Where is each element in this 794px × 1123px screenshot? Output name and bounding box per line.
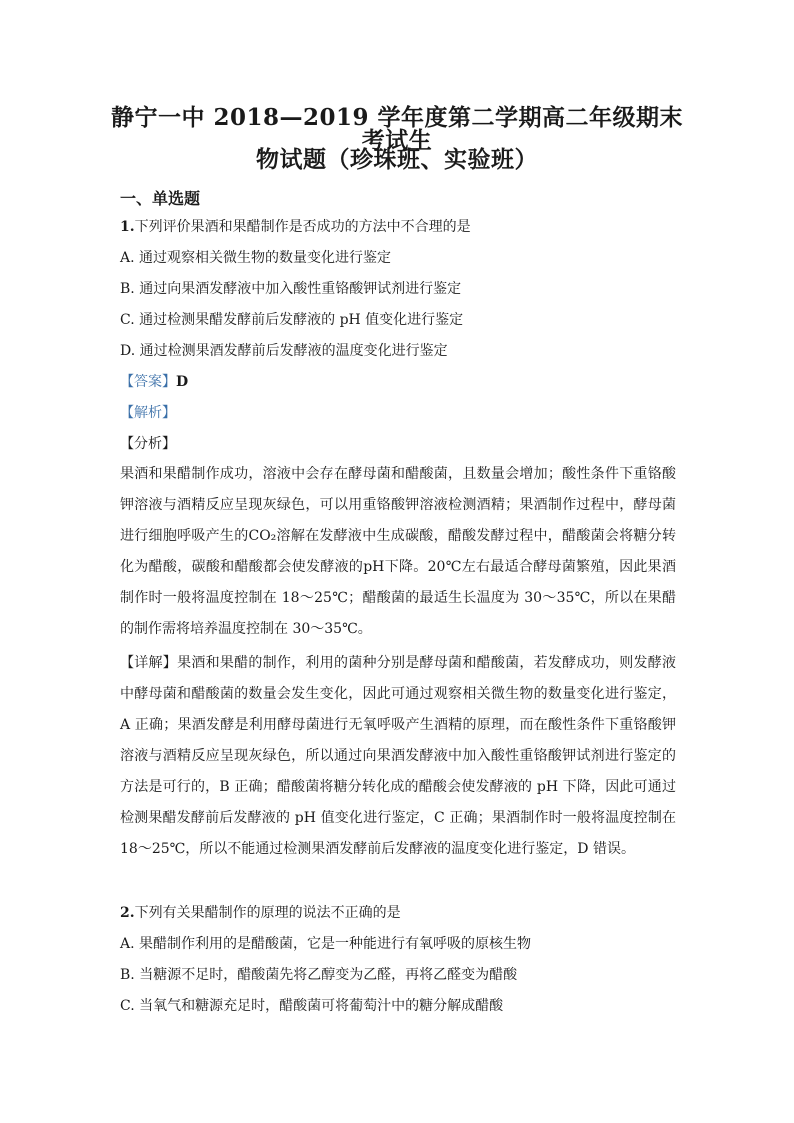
question-stem: 下列评价果酒和果醋制作是否成功的方法中不合理的是 xyxy=(134,219,471,235)
answer-line xyxy=(120,375,188,389)
option-d: D. 通过检测果酒发酵前后发酵液的温度变化进行鉴定 xyxy=(120,343,448,359)
option-b: B. 通过向果酒发酵液中加入酸性重铬酸钾试剂进行鉴定 xyxy=(120,281,462,297)
q2-option-a: A. 果醋制作利用的是醋酸菌，它是一种能进行有氧呼吸的原核生物 xyxy=(120,936,532,952)
fenxi-paragraph: 果酒和果醋制作成功，溶液中会存在酵母菌和醋酸菌，且数量会增加；酸性条件下重铬酸钾溶液与酒精反应呈现灰绿色，可以用重铬酸钾溶液检测酒精；果酒制作过程中，酵母菌进行细胞呼吸产生的CO₂溶解在发酵液中生成碳酸，醋酸发酵过程中，醋酸菌会将糖分转化为醋酸，碳酸和醋酸都会使发酵液的pH下降。20℃左右最适合酵母菌繁殖，因此果酒制作时一般将温度控制在 18～25℃；醋酸菌的最适生长温度为 30～35℃，所以在果醋的制作需将培养温度控制在 30～35℃。 xyxy=(120,466,676,637)
answer-value: D xyxy=(176,374,189,390)
section-heading: 一、单选题 xyxy=(120,189,201,208)
question-stem: 下列有关果醋制作的原理的说法不正确的是 xyxy=(134,905,401,921)
xiangjie-tag: 【详解】 xyxy=(120,655,178,671)
question-2 xyxy=(120,906,401,920)
document-title-line-2: 物试题（珍珠班、实验班） xyxy=(256,146,538,173)
question-number: 2. xyxy=(120,905,135,921)
fenxi-tag: 【分析】 xyxy=(120,436,176,452)
analysis-tag: 【解析】 xyxy=(120,405,176,421)
answer-tag: 【答案】 xyxy=(120,374,176,390)
xiangjie-paragraph xyxy=(120,648,676,865)
option-c: C. 通过检测果醋发酵前后发酵液的 pH 值变化进行鉴定 xyxy=(120,312,464,328)
xiangjie-text: 果酒和果醋的制作，利用的菌种分别是酵母菌和醋酸菌，若发酵成功，则发酵液中酵母菌和醋酸菌的数量会发生变化，因此可通过观察相关微生物的数量变化进行鉴定，A 正确；果酒发酵是利用酵母菌进行无氧呼吸产生酒精的原理，而在酸性条件下重铬酸钾溶液与酒精反应呈现灰绿色，所以通过向果酒发酵液中加入酸性重铬酸钾试剂进行鉴定的方法是可行的，B 正确；醋酸菌将糖分转化成的醋酸会使发酵液的 pH 下降，因此可通过检测果醋发酵前后发酵液的 pH 值变化进行鉴定，C 正确；果酒制作时一般将温度控制在 18～25℃，所以不能通过检测果酒发酵前后发酵液的温度变化进行鉴定，D 错误。 xyxy=(120,655,677,857)
option-a: A. 通过观察相关微生物的数量变化进行鉴定 xyxy=(120,250,392,266)
question-number: 1. xyxy=(120,219,135,235)
document-title-line-1: 静宁一中 2018—2019 学年度第二学期高二年级期末考试生 xyxy=(110,104,684,154)
question-1 xyxy=(120,220,471,234)
q2-option-c: C. 当氧气和糖源充足时，醋酸菌可将葡萄汁中的糖分解成醋酸 xyxy=(120,998,504,1014)
q2-option-b: B. 当糖源不足时，醋酸菌先将乙醇变为乙醛，再将乙醛变为醋酸 xyxy=(120,967,518,983)
